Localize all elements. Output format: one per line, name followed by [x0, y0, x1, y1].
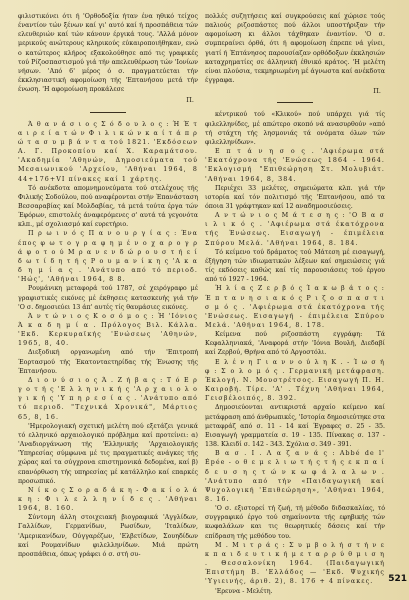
list-item: 'Ο σ. εξιστορεί τή ζωή, τή μέθοδο διδασκαλίας, τό συγγραφικό έργο τού σημαίνοντα τής εφηβικής τών κωφαλάλων και τις θεωρητικές δάσεις καί τήν επίδραση τής μεθόδου του.	[205, 505, 385, 540]
list-item: 'Ερευνα - Μελέτη.	[215, 587, 273, 595]
list-item: Ά ν τ ώ ν ι ο ς Κ ο σ ό μ ο ς : Ή 'Ιόνιος Ά κ α δ η μ ί α . Πρόλογος Βιλ. Κάλλα. 'Εκδ. Κερκυραϊκής 'Ενώσεως 'Αθηνών, 1965, 8, 40.	[18, 312, 198, 348]
list-item: Σύντομη άλλη στοιχειακή βιογραφικά 'Αγγλίδων, Γαλλίδων, Γερμανίδων, Ρωσίδων, 'Ιταλίδων, 'Αμερικανίδων, Ούγγαρέζων, 'Ελβετίδων, Σουηδίδων καί Ρουμανίδων φιλελληνίδων. Μιά πρώτη προσπάθεια, όπως γράφει ό σ. στή συ-	[18, 514, 198, 558]
list-item: Δημοσιεύονται αντικριστά αρχαίο κείμενο καί μετάφραση από άνθρωπικές, 'Ιστορία δημοσιεύτηκε στα μεταφράζ από σ. 11 - 14 καί Έγραφες σ. 25 - 35. Εισαγωγή γραμματεία σ. 19 - 135. Πίνακας σ. 137 - 138. Κλειδί σ. 142 - 343. Σχόλια σ. 349 - 391.	[205, 404, 385, 449]
list-item: Τό κείμενο τού δράματος τού Μάτεση μέ εισαγωγή, έξήγηση τών ιδιωματικών λέξεων καί σημειώσεις γιά τίς εκδόσεις καθώς καί τίς παρουσιάσεις τού έργου από τό 1927 - 1964.	[205, 248, 385, 284]
list-item: Ε π τ ά ν η σ ο ς . 'Αφιέρωμα στά 'Εκατόχρονα τής 'Ενώσεως 1864 - 1964. 'Εκλογισμή "Επιθεώρηση Στ. Μολυβιάτ. 'Αθήναι 1964, 8, 384.	[205, 148, 385, 183]
section-divider	[277, 102, 313, 103]
list-item: κέντρικού τού «Κλικού» πού υπάρχει γιά τίς φιλελληνίδες, μέ απώτερο σκοπό νά ανασυρθούν «από τή στάχτη τής λησμονιάς τά ονόματα όλων τών φιλελληνίδων».	[205, 111, 385, 146]
list-item: Ή λ ί α ς Ζ ε ρ β ό ς Ί α κ ω β ά τ ο ς : Έ π τ α ν η σ ι α κ ό ς Ρ ι ζ ο σ π α σ τ ι σ μ ό ς . 'Αφιέρωμα στά έκατόχρονα τής 'Ενώσεως. Εισαγωγή - έπιμέλεια Σπύρου Μελά. 'Αθήναι 1964, 8. 178.	[205, 285, 385, 329]
list-item: 'Ημερολογιακή σχετική μελέτη πού εξετάζει γενικά τό ελληνικό αρχαιολογικό πρόβλημα καί προτείνει: α) 'Αναδιοργάνωση τής 'Ελληνικής 'Αρχαιολογικής 'Υπηρεσίας σύμφωνα μέ τις πραγματικές ανάγκες τής χώρας καί τα σύγχρονα επιστημονικά δεδομένα, καί β) επανόρθωση τής υπηρεσίας μέ κατάλληλο καί επαρκές προσωπικό.	[18, 422, 198, 485]
list-item: Κείμενα πού ριζοσπάστη εγγράφη: Τά Κεφαλληνιακά, 'Αναφορά στήν 'Ιόνια Βουλή, Διεδαβί καί Ζερβού, Θρήνα από τό Αργοστόλι.	[205, 331, 385, 357]
list-item: Α ν τ ώ ν ι ο ς Μ ά τ ε σ η ς : 'Ο Β α σ ι λ ι κ ό ς . 'Αφιέρωμα στά έκατόχρονα τής Ένώσεως. Εισαγωγή - έπιμέλεια Σπύρου Μελά. 'Αθήναι 1964, 8. 184.	[205, 212, 385, 247]
list-item: Ά θ α ν ά σ ι ο ς Σ ό δ ο υ λ ο ς : Ή Έ τ α ι ρ ε ί α τ ώ ν Φ ι λ ι κ ώ ν κ α ί τ ά π ρ ώ τ α σ υ μ β ά ν τ α τού 1821. 'Εκδόσεων Α. Γ. Προκοπίου καί Χ. Καραμάτσου. 'Ακαδημία 'Αθηνών, Δημοσιεύματα τού Μεσαιωνικού 'Αρχείου, 'Αθήναι 1964, 8 44+176+VI πίνακες καί 1 χάρτης.	[18, 120, 198, 183]
list-item: Περιέχει 33 μελέτες, σημειώματα κλπ. γιά τήν ιστορία καί τόν πολιτισμό τής 'Επτανήσου, από τα όποια 31 γράφτηκαν καί 12 αναδημοσιεύσεις.	[205, 184, 385, 210]
right-column	[205, 12, 385, 596]
list-item: Β α σ . Ι . Λ α ζ α ν ά ς : Abbé de l' Épée - ο θ ε μ ε λ ι ω τ ή ς τ ή ς ε κ π α ί δ ε υ σ η ς τ ώ ν κ ω φ ά λ α λ ω ν . 'Ανάτυπο από τήν «Παιδαγωγική καί Ψυχολογική 'Επιθεώρηση», 'Αθήναι 1964, 8. 16.	[205, 450, 385, 503]
page-number: 521	[388, 574, 407, 584]
list-item: Μ . Μ ι τ ρ ά ς : Σ υ μ β ο λ ή σ τ ή ν ε κ π α ι δ ε υ τ ι κ ή μ ε τ α ρ ρ ύ θ μ ι σ η . Θεσσαλονίκη 1964. (Παιδαγωγική Έπιστήμη Β. 'Ελλάδος — 'Εκδ. Ψυχικής 'Υγιεινής, άριθ. 2), 8. 176 + 4 πίνακες.	[205, 541, 385, 586]
list-item: Τό ανέκδοτα απομνημονεύματα τού στελέχους τής Φιλικής Σοδούλου, πού αναφέρονται στήν Έπανάσταση Βεσσαραβίας καί Μολδαβίας, τά μετά τούτα έργα τών Έφόρων, επιστολές άναφερόμενες σ' αυτά τά γεγονότα κλπ., μέ σχολιασμό καί ευρετήριο.	[18, 184, 198, 229]
list-item: Ν ί κ ο ς Σ ο ρ α δ ά κ η - Φ α κ ί ο λ ά κ η : Φ ι λ ε λ λ η ν ί δ ε ς . 'Αθήναι 1964, 8. 160.	[18, 486, 198, 513]
list-item: Π ρ ω ι ν ό ς Π α ν ο υ ρ γ ί α ς : Ένα έπος φ ω τ ο γ ρ α φ η μ έ ν ο χ α ρ ο γ ρ ά φ ο τ ο ύ Μ ρ α ν ε ν δ ώ ρ ο υ σ τ ή ε ί δ ω τ ί δ η τ ή ς Ρ ο υ μ α ν ί κ η ς 'Α κ α δ η μ ί α ς . 'Ανάτυπο από τό περιοδ. 'Ηώς', 'Αθήναι 1964, 8 8.	[18, 230, 198, 284]
author-signature: Π.	[373, 87, 381, 96]
author-signature: Π.	[186, 96, 194, 105]
article-text: φιλιστικόνει ότι ή 'Ορθοδοξία ήταν ένα ηθικό τείχος έναντίον τών ξένων καί γι' αυτό καί ή προσπάθεια τών ελευθεριών καί τών κάνουν έργικά τους. 'Αλλά μόνον μερικούς ανώτερους κληρικούς εύκαιροποιήθηκαν, ενώ ο κατώτερος κλήρος εξακολούθησε από τις γραφικές τού Ρίζοσπαστισμού γιά τήν απελευθέρωση τών 'Ιονίων νήσων. 'Από 6' μέρος ό σ. πραγματεύεται τήν έκκλησιαστική αφομοίωση τής 'Επτανήσου μετά τήν ένωση. 'Η αφομοίωση προκάλεσε	[18, 13, 198, 94]
article-text: πολλές συζητήσεις καί συγκρούσεις καί χώρισε τούς παλιούς ριζοσπάστες πού άλλοι υποστήριξαν τήν αφομοίωση κι άλλοι τάχθηκαν έναντίον. 'Ο σ. συμπεραίνει όρθά, ότι ή αφομοίωση έπρεπε νά γίνει, γιατί ή Έπτάνησος παρουσίαζαν ορθόδοξων έκκλησιών καταχρηματίες σε άλληνική έθνικό κράτος. 'Η μελέτη είναι πλούσια, τεκμηριωμένη μέ άγνωστα καί ανέκδοτα έγγραφα.	[205, 13, 385, 85]
list-item: Ε λ έ ν η Γ ι α ν ν ο ύ λ η Κ . - Ί ω σ ή φ : Σ ο λ ο μ ό ς . Γερμανική μετάφραση. Έκλογή. Ν. Μουστρέτσος. Εισαγωγή Π. Η. Καιροβή. Τίρε. 'Α' . Τέχνη 'Αθήναι 1964, Γεισβέλοιπός, 8. 392.	[205, 358, 385, 403]
left-column	[18, 12, 198, 559]
list-item: Δ ι ο ν ύ σ ι ο ς Ά . Ζ ή β α ς : Τ ό Ε ρ γ ο τ ή ς 'Ε λ λ η ν ι κ ή ς 'Α ρ χ α ι ο λ ο γ ι κ ή ς 'Υ π η ρ ε σ ί α ς . 'Ανάτυπο από τό περιοδ. "Τεχνικά Χρονικά", Μάρτιος 65, 8, 16.	[18, 376, 198, 421]
section-divider	[90, 112, 126, 113]
list-item: Διεξοδική οργανωμένη από τήν 'Επιτροπή Έορτασμού τής Έκατονταετηρίδας τής Ένωσης τής Έπτανήσου.	[18, 349, 198, 375]
list-item: Ρουμάνικη μεταφορά τού 1787, σέ χειρόγραφο μέ γραφιστικές εικόνες μέ έκθησεις κατασκευής γιά τήν 'Ο σ. δημοσιεύει 13 άπ' αυτές τίς θαυμάσιες εικόνες.	[18, 285, 198, 311]
